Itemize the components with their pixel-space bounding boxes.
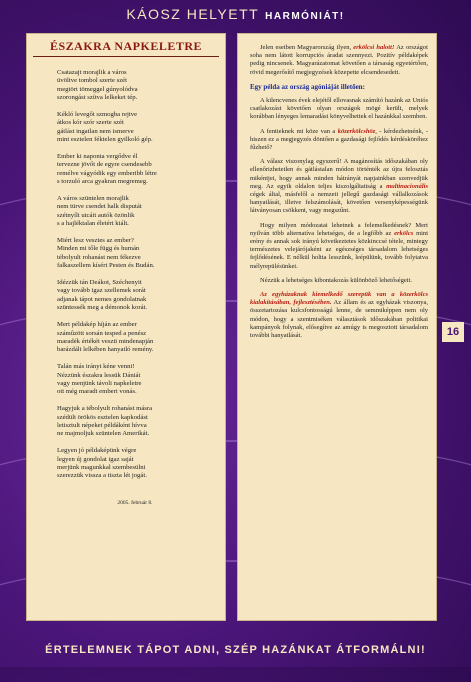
- poem-line: Legyen jó példaképünk végre: [57, 447, 137, 455]
- poem-stanza: [57, 279, 213, 313]
- poem-stanza: [57, 111, 213, 145]
- emphasis-text: erkölcsi halott!: [353, 44, 395, 51]
- poem-line: Miért lesz vesztes az ember?: [57, 237, 134, 245]
- article-paragraph: Jelen esetben Magyarország ilyen, erkölcsi halott! Az országot soha nem látott korrupciós áradat szennyezi. Pozitív példaképek pedig nincsenek. Magyarázatomat követően a társaság egyetértően, rövid megerősítő megjegyzések közepette elcsendesedett.: [250, 44, 428, 76]
- poem-line: Hagyjuk a tébolyult rohanást másra: [57, 405, 153, 413]
- poem-line: barázdált lelkében hanyatló remény.: [57, 346, 154, 354]
- poem-line: Kékló levegőt szmogba rejtve: [57, 111, 138, 119]
- header-title-bold: HARMÓNIÁT!: [265, 11, 345, 22]
- poem-line: Minden mi tőle függ és humán: [57, 245, 140, 253]
- article-paragraph: A válasz viszonylag egyszerű! A magánosítás időszakában oly ellenőrizhetetlen és gátlástalan módon történték az újra felosztás mikéntjei, hogy annak minden hátrányát napjainkban szenvedjük meg. Az egyik oldalon teljes kiszolgáltattság a multinacionális cégek által, másfelől a nemzeti jellegű gazdasági vállalkozások hanyatlását, illetve felszámolását, követően versenyképességünk látványosan csökkent, vagy megszűnt.: [250, 158, 428, 215]
- poem-body: [27, 57, 225, 507]
- poem-line: számûzött sorsán tesped a penész: [57, 329, 147, 337]
- poem-line: remélve vágyódik egy emberibb létre: [57, 169, 157, 177]
- page-number: 16: [442, 322, 464, 342]
- article-paragraph: Hogy milyen módozatai lehetnek a felemelkedésnek? Mert nyilván több alternatíva lehetséges, de a legfőbb az erkölcs mint erény és annak sok irányú következtetes közkinccsé tétele, mintegy természetes velejárójaként az egészséges társadalom lehetséges fejlődésének. E nélkül holtta lesszünk, leépülünk, tovább folytatva mélyrepülésünket.: [250, 221, 428, 270]
- poem-line: szédült örökös esztelen kapkodást: [57, 413, 148, 421]
- article-paragraph: A kilencvenes évek elejétől ellovasnak számító hazánk az Uniós csatlakozást követően olyan országok mögé került, melyek korábban lényeges lemaradást könyvelhettek el hazánkkal szemben.: [250, 97, 428, 121]
- poem-line: tébolyult rohanást nem fékezve: [57, 253, 141, 261]
- poem-line: maradék értékét veszti mindenapján: [57, 337, 154, 345]
- poem-title: ÉSZAKRA NAPKELETRE: [33, 39, 219, 57]
- header-title: KÁOSZ HELYETT: [126, 6, 260, 22]
- article-paragraph: A fentieknek mi köze van a közerkölcshöz, - kérdezhetnénk, - hiszen ez a megjegyzés döntően a gazdasági fejlődés kérdésköréhez fűzhető?: [250, 127, 429, 152]
- poem-line: adjanak tápot nemes gondolatnak: [57, 295, 147, 303]
- poem-line: vagy tovább igaz szellemek sorát: [57, 287, 146, 295]
- poem-line: Idézzük tán Deákot, Széchenyit: [57, 279, 142, 287]
- article-heading: Egy példa az ország agóniáját illetően:: [250, 82, 365, 91]
- emphasis-text: multinacionális: [386, 182, 428, 190]
- poem-line: legyen új gondolat igaz saját: [57, 455, 134, 463]
- poem-line: szüntessék meg a démonok korát.: [57, 304, 148, 312]
- poem-line: Ember ki naponta vergődve él: [57, 153, 138, 161]
- poem-line: Csatazajt morajlik a város: [57, 69, 127, 76]
- emphasis-text: erkölcs: [394, 229, 414, 237]
- poem-line: tervezne jövőt de egyre csendesebb: [57, 161, 152, 169]
- poem-line: üvöltve tombol szerte szét: [57, 77, 128, 85]
- emphasis-text: Az egyházaknak kiemelkedő szerepük van a közerkölcs kialakításában, fejlesztésében.: [250, 291, 428, 307]
- page-header: [0, 0, 471, 28]
- poem-stanza: [57, 321, 213, 355]
- poem-line: szerezzük vissza a tiszta lét jogát.: [57, 472, 147, 480]
- article-paragraph: Az egyházaknak kiemelkedő szerepük van a közerkölcs kialakításában, fejlesztésében. Az állam és az egyházak viszonya, összetartozása kulcsfontosságú lenne, de semmiképpen nem oly módon, hogy a szentmiséken választások időszakában politikai kampányok folynak, elősegítve az amúgy is megosztott társadalom további hanyatlását.: [250, 291, 428, 340]
- poem-line: mint esztelen féktelen gyilkoló gép.: [57, 136, 153, 144]
- poem-line: szorongást szítva lelkeket tép.: [57, 94, 138, 102]
- poem-panel: [26, 33, 226, 621]
- poem-line: Nézzünk északra lessük Dániát: [57, 371, 141, 379]
- poem-line: Mert példakép híján az ember: [57, 321, 137, 329]
- poem-line: merjünk magunkkal szembesülni: [57, 463, 146, 471]
- poem-line: megtört tömeggel gúnyolódva: [57, 85, 138, 93]
- poem-line: letisztult népeket példáként hívva: [57, 421, 147, 429]
- poem-line: Talán más irányt kéne venni!: [57, 363, 135, 371]
- poem-stanza: [57, 69, 213, 103]
- poem-line: s a hajléktalan életért kiált.: [57, 220, 129, 228]
- poem-stanza: [57, 153, 213, 187]
- poem-line: vagy menjünk távoli napkeletre: [57, 379, 142, 387]
- poem-stanza: [57, 195, 213, 229]
- emphasis-text: közerkölcshöz: [337, 127, 376, 135]
- poem-line: gátlást ingatlan nem ismerve: [57, 127, 134, 135]
- poem-line: falkaszellem kísért Pesten és Budán.: [57, 262, 155, 270]
- article-panel: [237, 33, 437, 621]
- poem-line: nem türve csendet halk disputát: [57, 203, 142, 211]
- poem-line: A város szüntelen morajlik: [57, 195, 129, 203]
- poem-line: szétnyílt utcáit autók özönlik: [57, 211, 135, 219]
- poem-line: átkos kór szór szerte szét: [57, 119, 124, 127]
- poem-stanza: [57, 363, 213, 397]
- poem-stanza: [57, 447, 213, 481]
- poem-stanza: [57, 237, 213, 271]
- poem-date: 2005. február 8.: [117, 499, 153, 506]
- poem-line: ne majmoljuk szüntelen Amerikát.: [57, 430, 150, 438]
- poem-line: ott még maradt emberi vonás.: [57, 388, 137, 396]
- poem-stanza: [57, 405, 213, 439]
- article-paragraph: Nézzük a lehetséges kibontakozás különböző lehetőségeit.: [260, 276, 412, 284]
- poem-line: s torzuló arca gyakran megremeg.: [57, 178, 148, 186]
- page-footer: ÉRTELEMNEK TÁPOT ADNI, SZÉP HAZÁNKAT ÁTFORMÁLNI!: [45, 644, 426, 656]
